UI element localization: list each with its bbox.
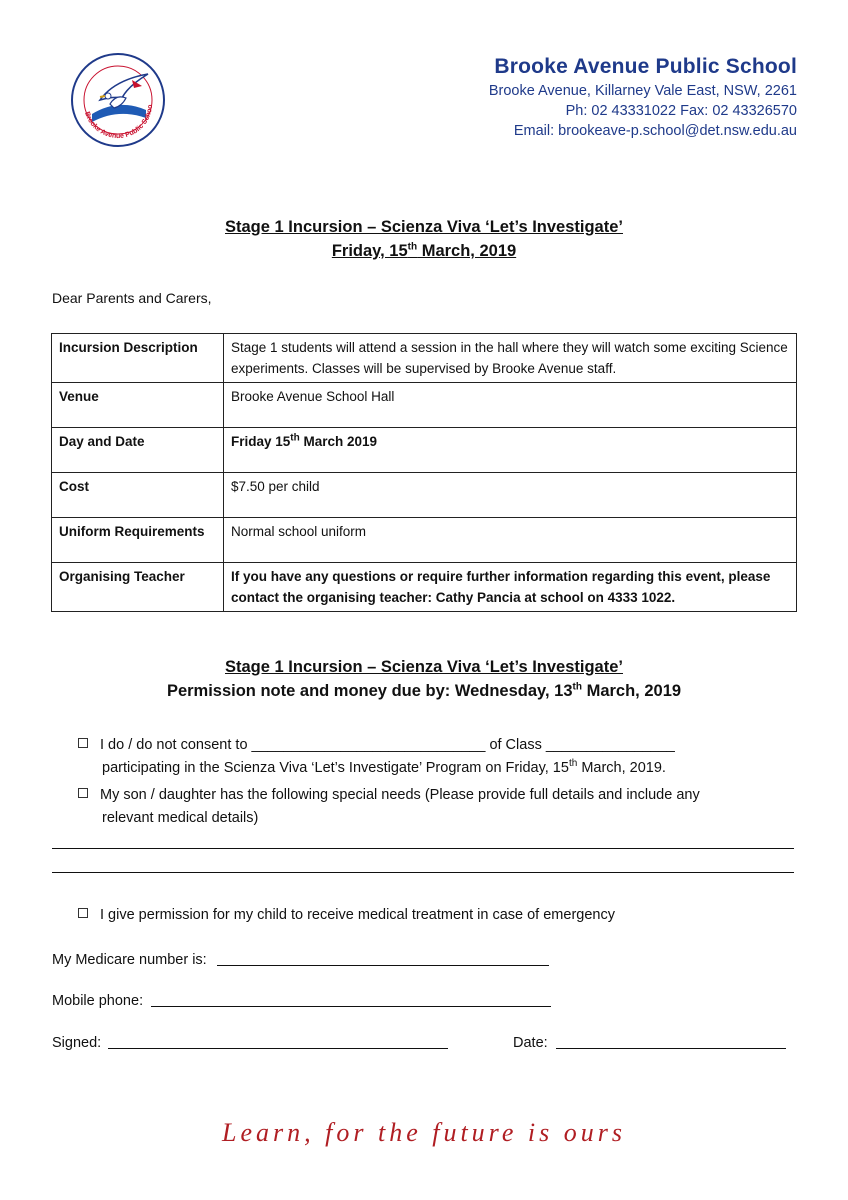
greeting: Dear Parents and Carers, <box>52 290 212 306</box>
signature-input-line[interactable] <box>108 1035 448 1049</box>
mobile-field <box>52 993 551 1009</box>
medicare-input-line[interactable] <box>217 952 549 966</box>
table-row <box>52 383 797 428</box>
consent-checkbox[interactable] <box>78 738 88 748</box>
special-needs-line-2: relevant medical details) <box>102 810 259 826</box>
medicare-field <box>52 952 549 968</box>
medicare-label: My Medicare number is: <box>52 952 207 968</box>
special-needs-writing-line-1[interactable] <box>52 848 794 849</box>
table-row <box>52 334 797 383</box>
school-header <box>489 53 797 141</box>
school-phone-fax: Ph: 02 43331022 Fax: 02 43326570 <box>565 103 797 119</box>
consent-item <box>78 734 675 780</box>
special-needs-line-1: My son / daughter has the following special needs (Please provide full details and include any <box>100 787 700 803</box>
venue-value: Brooke Avenue School Hall <box>224 383 797 428</box>
incursion-info-table <box>51 333 797 612</box>
date-field <box>513 1035 786 1051</box>
school-logo <box>70 52 166 148</box>
teacher-label: Organising Teacher <box>52 563 224 612</box>
medical-consent-text: I give permission for my child to receive medical treatment in case of emergency <box>100 907 615 923</box>
special-needs-checkbox[interactable] <box>78 788 88 798</box>
special-needs-writing-line-2[interactable] <box>52 872 794 873</box>
table-row <box>52 563 797 612</box>
table-row <box>52 473 797 518</box>
cost-value: $7.50 per child <box>224 473 797 518</box>
venue-label: Venue <box>52 383 224 428</box>
cost-label: Cost <box>52 473 224 518</box>
description-value: Stage 1 students will attend a session in the hall where they will watch some exciting Science experiments. Classes will be supervised by Brooke Avenue staff. <box>224 334 797 383</box>
mobile-input-line[interactable] <box>151 993 551 1007</box>
document-title: Stage 1 Incursion – Scienza Viva ‘Let’s Investigate’ <box>225 218 623 236</box>
svg-text:Brooke Avenue Public School: Brooke Avenue Public Schoo <box>83 104 155 140</box>
uniform-label: Uniform Requirements <box>52 518 224 563</box>
description-label: Incursion Description <box>52 334 224 383</box>
date-value: Friday 15th March 2019 <box>224 428 797 473</box>
school-motto: Learn, for the future is ours <box>222 1118 626 1147</box>
medical-consent-item <box>78 904 615 927</box>
uniform-value: Normal school uniform <box>224 518 797 563</box>
mobile-label: Mobile phone: <box>52 993 144 1009</box>
consent-line-2: participating in the Scienza Viva ‘Let’s Investigate’ Program on Friday, 15th March, 2019. <box>102 758 666 776</box>
permission-title: Stage 1 Incursion – Scienza Viva ‘Let’s Investigate’ <box>225 658 623 676</box>
school-email: Email: brookeave-p.school@det.nsw.edu.au <box>513 123 797 139</box>
teacher-value: If you have any questions or require further information regarding this event, please contact the organising teacher: Cathy Pancia at school on 4333 1022. <box>224 563 797 612</box>
school-address: Brooke Avenue, Killarney Vale East, NSW, 2261 <box>488 83 797 99</box>
consent-line-1: I do / do not consent to _____________________________ of Class ________________ <box>100 737 675 753</box>
medical-consent-checkbox[interactable] <box>78 908 88 918</box>
date-input-line[interactable] <box>556 1035 786 1049</box>
permission-due-date: Permission note and money due by: Wednesday, 13th March, 2019 <box>166 681 682 700</box>
special-needs-item <box>78 784 700 830</box>
date-label-bottom: Date: <box>513 1035 548 1051</box>
table-row <box>52 428 797 473</box>
school-name: Brooke Avenue Public School <box>494 55 797 78</box>
table-row <box>52 518 797 563</box>
signed-label: Signed: <box>52 1035 102 1051</box>
document-date: Friday, 15th March, 2019 <box>331 241 517 260</box>
signed-field <box>52 1035 448 1051</box>
date-label: Day and Date <box>52 428 224 473</box>
